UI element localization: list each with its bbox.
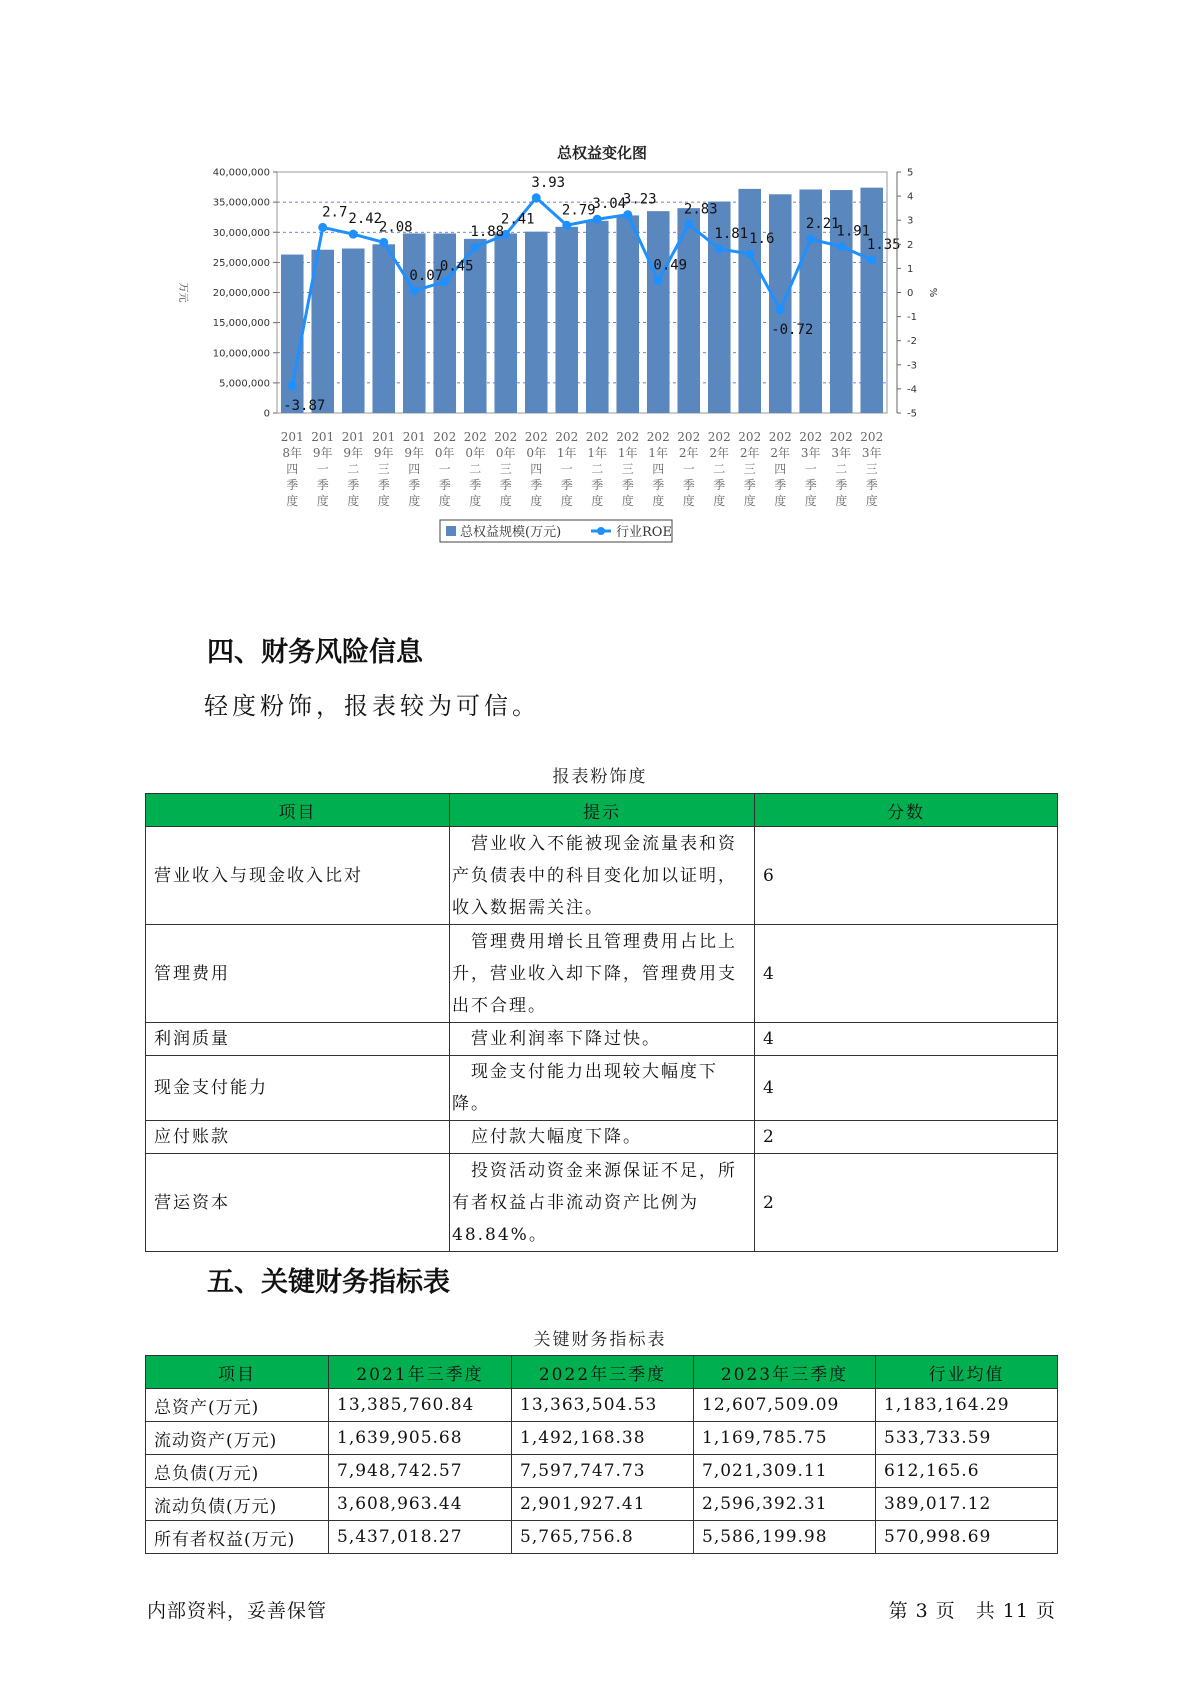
footer-page-number: 第 3 页 共 11 页 bbox=[888, 1600, 1056, 1622]
right-tick-label: -4 bbox=[907, 384, 917, 396]
roe-data-label: 1.88 bbox=[470, 224, 505, 241]
table-row bbox=[146, 1023, 1058, 1056]
header-2023q3: 2023年三季度 bbox=[694, 1356, 876, 1389]
risk-score: 4 bbox=[755, 925, 1058, 1023]
roe-data-label: 3.93 bbox=[531, 174, 566, 191]
roe-data-label: 3.23 bbox=[622, 191, 657, 208]
fin-value: 612,165.6 bbox=[876, 1455, 1058, 1488]
risk-table-caption: 报表粉饰度 bbox=[552, 767, 648, 787]
fin-item: 流动资产(万元) bbox=[146, 1422, 329, 1455]
table-row bbox=[146, 1056, 1058, 1121]
table-row bbox=[146, 1521, 1058, 1554]
right-tick-label: 0 bbox=[907, 288, 914, 299]
risk-summary: 轻度粉饰，报表较为可信。 bbox=[204, 692, 540, 720]
roe-point bbox=[654, 276, 663, 285]
header-item: 项目 bbox=[146, 794, 450, 827]
fin-value: 533,733.59 bbox=[876, 1422, 1058, 1455]
header-2021q3: 2021年三季度 bbox=[329, 1356, 512, 1389]
risk-item: 利润质量 bbox=[146, 1023, 450, 1056]
fin-value: 13,385,760.84 bbox=[329, 1389, 512, 1422]
fin-value: 389,017.12 bbox=[876, 1488, 1058, 1521]
risk-tip: 应付款大幅度下降。 bbox=[450, 1121, 755, 1154]
section4-heading: 四、财务风险信息 bbox=[207, 637, 423, 668]
x-tick-label: 202 3年三季度 bbox=[860, 430, 884, 508]
risk-table bbox=[145, 793, 1058, 1252]
roe-data-label: 2.41 bbox=[500, 211, 535, 228]
roe-data-label: 0.49 bbox=[653, 257, 688, 274]
fin-value: 5,437,018.27 bbox=[329, 1521, 512, 1554]
bar bbox=[555, 227, 578, 413]
x-tick-label: 201 9年一季度 bbox=[311, 430, 335, 508]
roe-point bbox=[867, 255, 876, 264]
fin-value: 1,639,905.68 bbox=[329, 1422, 512, 1455]
fin-value: 7,597,747.73 bbox=[512, 1455, 694, 1488]
left-tick-label: 30,000,000 bbox=[212, 227, 270, 239]
bar bbox=[860, 188, 883, 413]
risk-score: 4 bbox=[755, 1023, 1058, 1056]
right-tick-label: -5 bbox=[907, 408, 917, 420]
table-row bbox=[146, 1389, 1058, 1422]
risk-item: 营运资本 bbox=[146, 1154, 450, 1252]
table-row bbox=[146, 1422, 1058, 1455]
header-2022q3: 2022年三季度 bbox=[512, 1356, 694, 1389]
left-tick-label: 25,000,000 bbox=[212, 257, 270, 269]
table-row bbox=[146, 1488, 1058, 1521]
bar bbox=[342, 249, 365, 413]
roe-point bbox=[745, 249, 754, 258]
roe-data-label: 1.6 bbox=[749, 230, 775, 247]
fin-item: 总资产(万元) bbox=[146, 1389, 329, 1422]
risk-tip: 营业收入不能被现金流量表和资产负债表中的科目变化加以证明，收入数据需关注。 bbox=[450, 827, 755, 925]
risk-item: 管理费用 bbox=[146, 925, 450, 1023]
x-tick-label: 202 0年二季度 bbox=[463, 430, 487, 508]
x-tick-label: 202 1年二季度 bbox=[585, 430, 609, 508]
bar bbox=[372, 244, 395, 413]
x-tick-label: 201 9年二季度 bbox=[341, 430, 365, 508]
legend-line-marker bbox=[597, 527, 605, 535]
equity-chart bbox=[160, 130, 1040, 600]
roe-data-label: 2.79 bbox=[561, 202, 596, 219]
header-tip: 提示 bbox=[450, 794, 755, 827]
roe-data-label: 2.42 bbox=[348, 211, 383, 228]
bar bbox=[494, 233, 517, 413]
fin-item: 总负债(万元) bbox=[146, 1455, 329, 1488]
table-row bbox=[146, 827, 1058, 925]
x-tick-label: 202 2年三季度 bbox=[738, 430, 762, 508]
x-tick-label: 202 2年一季度 bbox=[677, 430, 701, 508]
fin-value: 1,183,164.29 bbox=[876, 1389, 1058, 1422]
risk-tip: 投资活动资金来源保证不足，所有者权益占非流动资产比例为48.84%。 bbox=[450, 1154, 755, 1252]
footer-confidential: 内部资料，妥善保管 bbox=[147, 1600, 328, 1622]
roe-data-label: 2.21 bbox=[805, 216, 840, 233]
roe-point bbox=[806, 235, 815, 244]
bar bbox=[403, 233, 426, 413]
roe-data-label: 2.83 bbox=[683, 201, 718, 218]
roe-data-label: 0.07 bbox=[409, 267, 444, 284]
fin-value: 1,169,785.75 bbox=[694, 1422, 876, 1455]
fin-item: 流动负债(万元) bbox=[146, 1488, 329, 1521]
roe-point bbox=[471, 243, 480, 252]
roe-data-label: 2.08 bbox=[378, 219, 413, 236]
fin-table-header bbox=[146, 1356, 1058, 1389]
fin-value: 13,363,504.53 bbox=[512, 1389, 694, 1422]
legend-bar-swatch bbox=[446, 526, 456, 536]
risk-tip: 营业利润率下降过快。 bbox=[450, 1023, 755, 1056]
roe-point bbox=[318, 223, 327, 232]
legend-line-label: 行业ROE bbox=[616, 525, 672, 540]
fin-table bbox=[145, 1355, 1058, 1554]
x-tick-label: 202 1年三季度 bbox=[616, 430, 640, 508]
equity-chart-svg bbox=[160, 130, 1040, 600]
fin-value: 12,607,509.09 bbox=[694, 1389, 876, 1422]
roe-point bbox=[532, 193, 541, 202]
x-tick-label: 202 3年一季度 bbox=[799, 430, 823, 508]
section5-heading: 五、关键财务指标表 bbox=[207, 1267, 450, 1298]
fin-item: 所有者权益(万元) bbox=[146, 1521, 329, 1554]
risk-tip: 现金支付能力出现较大幅度下降。 bbox=[450, 1056, 755, 1121]
roe-data-label: 3.04 bbox=[592, 196, 627, 213]
header-item: 项目 bbox=[146, 1356, 329, 1389]
x-tick-label: 202 2年四季度 bbox=[768, 430, 792, 508]
right-tick-label: 3 bbox=[907, 215, 914, 227]
chart-title: 总权益变化图 bbox=[556, 144, 648, 162]
left-tick-label: 35,000,000 bbox=[212, 197, 270, 209]
right-tick-label: -3 bbox=[907, 360, 917, 372]
fin-table-caption: 关键财务指标表 bbox=[533, 1330, 667, 1350]
fin-value: 5,586,199.98 bbox=[694, 1521, 876, 1554]
roe-data-label: -3.87 bbox=[283, 397, 326, 414]
right-tick-label: 2 bbox=[907, 239, 914, 251]
x-tick-label: 202 1年一季度 bbox=[555, 430, 579, 508]
fin-value: 2,596,392.31 bbox=[694, 1488, 876, 1521]
left-tick-label: 20,000,000 bbox=[212, 288, 270, 299]
roe-point bbox=[776, 305, 785, 314]
roe-data-label: 1.81 bbox=[714, 225, 749, 242]
table-row bbox=[146, 925, 1058, 1023]
bar bbox=[525, 232, 548, 413]
header-industry-avg: 行业均值 bbox=[876, 1356, 1058, 1389]
fin-value: 5,765,756.8 bbox=[512, 1521, 694, 1554]
right-tick-label: -1 bbox=[907, 312, 917, 324]
fin-value: 7,948,742.57 bbox=[329, 1455, 512, 1488]
right-axis-title: % bbox=[927, 287, 938, 298]
x-tick-label: 202 0年四季度 bbox=[524, 430, 548, 508]
x-tick-label: 202 1年四季度 bbox=[646, 430, 670, 508]
risk-item: 营业收入与现金收入比对 bbox=[146, 827, 450, 925]
left-tick-label: 40,000,000 bbox=[212, 167, 270, 179]
roe-point bbox=[715, 244, 724, 253]
x-tick-label: 202 0年三季度 bbox=[494, 430, 518, 508]
risk-score: 2 bbox=[755, 1154, 1058, 1252]
left-tick-label: 15,000,000 bbox=[212, 318, 270, 330]
bar bbox=[738, 189, 761, 413]
roe-point bbox=[379, 238, 388, 247]
x-tick-label: 201 8年四季度 bbox=[280, 430, 304, 508]
left-tick-label: 10,000,000 bbox=[212, 348, 270, 360]
legend-bar-label: 总权益规模(万元) bbox=[460, 525, 562, 540]
table-row bbox=[146, 1154, 1058, 1252]
risk-score: 2 bbox=[755, 1121, 1058, 1154]
chart-legend bbox=[440, 520, 672, 542]
right-tick-label: 5 bbox=[907, 167, 914, 179]
roe-data-label: 1.35 bbox=[866, 236, 901, 253]
x-tick-label: 201 9年四季度 bbox=[402, 430, 426, 508]
fin-value: 2,901,927.41 bbox=[512, 1488, 694, 1521]
left-axis-title: 万元 bbox=[177, 282, 188, 303]
risk-score: 4 bbox=[755, 1056, 1058, 1121]
roe-data-label: 1.91 bbox=[836, 223, 871, 240]
x-tick-label: 201 9年三季度 bbox=[372, 430, 396, 508]
fin-value: 3,608,963.44 bbox=[329, 1488, 512, 1521]
roe-point bbox=[684, 220, 693, 229]
right-tick-label: 1 bbox=[907, 263, 914, 275]
table-row bbox=[146, 1121, 1058, 1154]
left-tick-label: 0 bbox=[263, 408, 270, 420]
risk-table-header bbox=[146, 794, 1058, 827]
bar bbox=[616, 215, 639, 413]
roe-point bbox=[288, 381, 297, 390]
risk-item: 现金支付能力 bbox=[146, 1056, 450, 1121]
roe-point bbox=[562, 221, 571, 230]
right-tick-label: -2 bbox=[907, 336, 917, 348]
left-tick-label: 5,000,000 bbox=[219, 378, 270, 390]
x-tick-label: 202 3年二季度 bbox=[829, 430, 853, 508]
bar bbox=[647, 211, 670, 413]
roe-data-label: -0.72 bbox=[771, 321, 814, 338]
roe-data-label: 2.7 bbox=[322, 204, 348, 221]
header-score: 分数 bbox=[755, 794, 1058, 827]
risk-score: 6 bbox=[755, 827, 1058, 925]
fin-value: 570,998.69 bbox=[876, 1521, 1058, 1554]
risk-tip: 管理费用增长且管理费用占比上升，营业收入却下降，管理费用支出不合理。 bbox=[450, 925, 755, 1023]
roe-data-label: 0.45 bbox=[439, 258, 474, 275]
x-tick-label: 202 2年二季度 bbox=[707, 430, 731, 508]
fin-value: 1,492,168.38 bbox=[512, 1422, 694, 1455]
table-row bbox=[146, 1455, 1058, 1488]
fin-value: 7,021,309.11 bbox=[694, 1455, 876, 1488]
risk-item: 应付账款 bbox=[146, 1121, 450, 1154]
roe-point bbox=[410, 286, 419, 295]
bar bbox=[586, 221, 609, 413]
right-tick-label: 4 bbox=[907, 191, 914, 203]
roe-point bbox=[837, 242, 846, 251]
x-tick-label: 202 0年一季度 bbox=[433, 430, 457, 508]
roe-point bbox=[349, 230, 358, 239]
bar bbox=[769, 194, 792, 413]
